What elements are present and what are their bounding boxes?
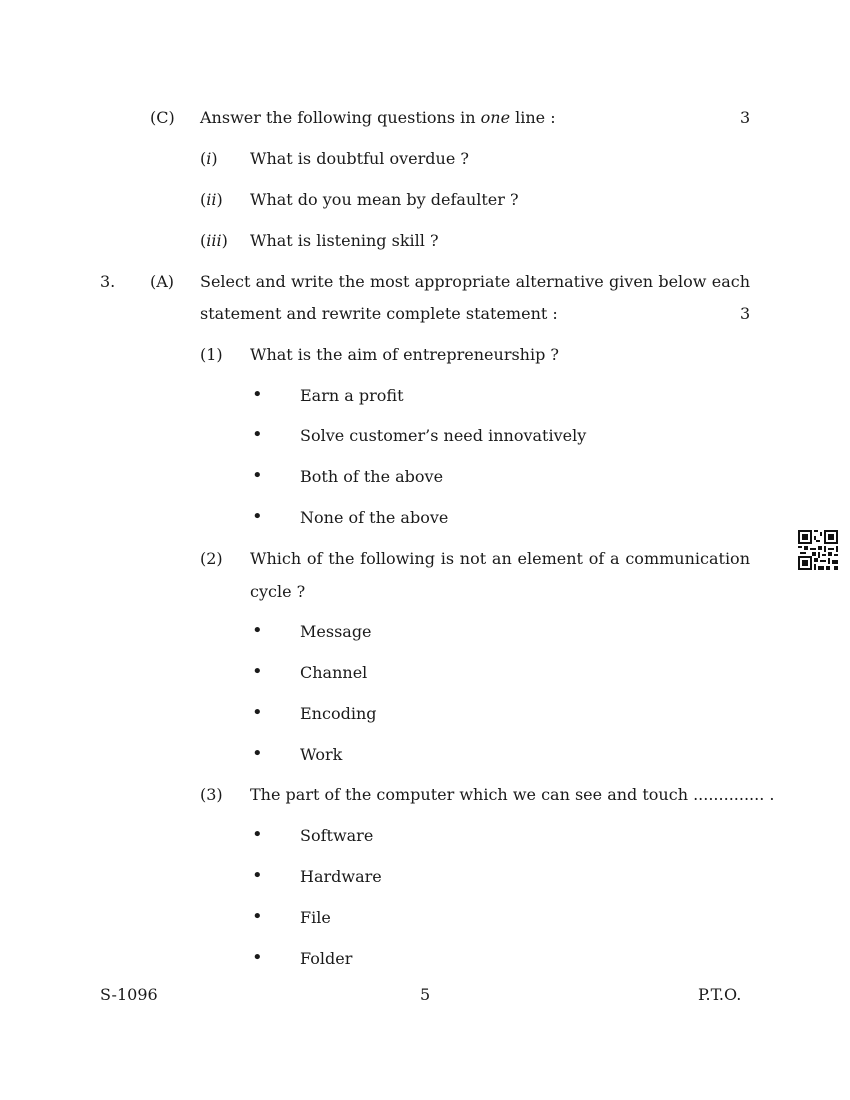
item-c-ii-text: What do you mean by defaulter ?: [250, 190, 519, 209]
instruction-text-end: line :: [510, 108, 556, 127]
subq-2-option-1: Message: [300, 622, 372, 641]
subq-1-option-2: Solve customer’s need innovatively: [300, 426, 587, 445]
qr-code-icon: [798, 530, 838, 570]
instruction-emphasis: one: [480, 108, 511, 127]
subq-2-text-line2: cycle ?: [250, 582, 306, 601]
subq-2-text-line1: Which of the following is not an element of a communication: [250, 549, 750, 568]
bullet-icon: •: [252, 465, 263, 486]
item-c-i-text: What is doubtful overdue ?: [250, 149, 469, 168]
bullet-icon: •: [252, 906, 263, 927]
item-c-iii-label: (iii): [200, 231, 228, 250]
part-a-label: (A): [150, 272, 175, 291]
bullet-icon: •: [252, 661, 263, 682]
part-a-instruction-line2: statement and rewrite complete statement :: [200, 304, 558, 323]
bullet-icon: •: [252, 506, 263, 527]
subq-2-option-3: Encoding: [300, 704, 377, 723]
item-c-i-label: (i): [200, 149, 218, 168]
bullet-icon: •: [252, 702, 263, 723]
footer-page-number: 5: [420, 985, 431, 1004]
bullet-icon: •: [252, 865, 263, 886]
footer-pto: P.T.O.: [698, 985, 742, 1004]
subq-1-option-1: Earn a profit: [300, 386, 404, 405]
instruction-text: Answer the following questions in: [200, 108, 481, 127]
subq-1-option-4: None of the above: [300, 508, 449, 527]
subq-3-option-1: Software: [300, 826, 374, 845]
subq-3-text: The part of the computer which we can see and touch .............. .: [250, 785, 775, 804]
item-c-ii-label: (ii): [200, 190, 223, 209]
section-c-marks: 3: [740, 108, 751, 127]
bullet-icon: •: [252, 424, 263, 445]
bullet-icon: •: [252, 824, 263, 845]
part-a-marks: 3: [740, 304, 751, 323]
subq-2-option-2: Channel: [300, 663, 368, 682]
item-c-iii-text: What is listening skill ?: [250, 231, 439, 250]
subq-1-label: (1): [200, 345, 223, 364]
subq-2-label: (2): [200, 549, 223, 568]
question-3-number: 3.: [100, 272, 116, 291]
subq-3-option-2: Hardware: [300, 867, 382, 886]
subq-3-option-4: Folder: [300, 949, 353, 968]
bullet-icon: •: [252, 947, 263, 968]
section-c-label: (C): [150, 108, 175, 127]
bullet-icon: •: [252, 743, 263, 764]
bullet-icon: •: [252, 620, 263, 641]
part-a-instruction-line1: Select and write the most appropriate alternative given below each: [200, 272, 750, 291]
subq-3-label: (3): [200, 785, 223, 804]
footer-code: S-1096: [100, 985, 158, 1004]
subq-1-text: What is the aim of entrepreneurship ?: [250, 345, 560, 364]
subq-3-option-3: File: [300, 908, 331, 927]
subq-2-option-4: Work: [300, 745, 343, 764]
section-c-instruction: [200, 108, 556, 128]
subq-1-option-3: Both of the above: [300, 467, 444, 486]
bullet-icon: •: [252, 384, 263, 405]
